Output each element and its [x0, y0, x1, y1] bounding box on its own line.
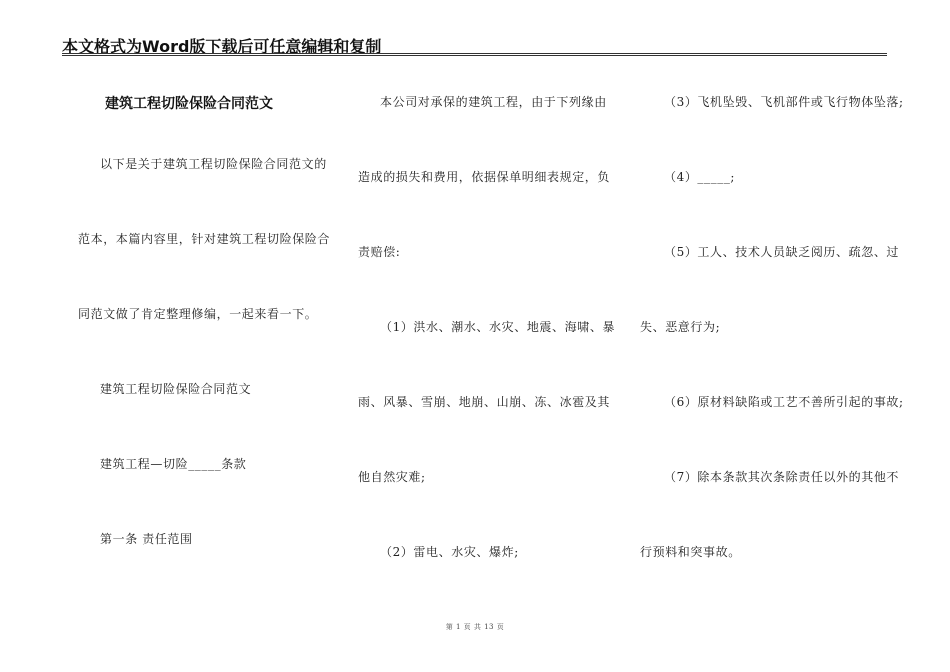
header-rule [62, 53, 887, 54]
list-item: （7）除本条款其次条除责任以外的其他不 [664, 470, 900, 484]
body-line: 以下是关于建筑工程切险保险合同范文的 [100, 157, 327, 171]
body-line: 造成的损失和费用，依据保单明细表规定，负 [358, 170, 611, 184]
body-line: 责赔偿: [358, 245, 401, 259]
body-line: 行预料和突事故。 [640, 545, 741, 559]
body-line: 同范文做了肯定整理修编，一起来看一下。 [78, 307, 318, 321]
list-item: （5）工人、技术人员缺乏阅历、疏忽、过 [664, 245, 900, 259]
list-item: （2）雷电、水灾、爆炸; [380, 545, 519, 559]
body-line: 本公司对承保的建筑工程，由于下列缘由 [380, 95, 607, 109]
body-line: 他自然灾难; [358, 470, 426, 484]
document-header-title: 本文格式为Word版下载后可任意编辑和复制 [62, 37, 382, 56]
list-item: （4）_____; [664, 170, 736, 184]
list-item: （1）洪水、潮水、水灾、地震、海啸、暴 [380, 320, 616, 334]
section-heading: 建筑工程—切险_____条款 [100, 457, 247, 471]
document-title: 建筑工程切险保险合同范文 [105, 96, 273, 112]
header-rule-thin [62, 55, 887, 56]
list-item: （6）原材料缺陷或工艺不善所引起的事故; [664, 395, 904, 409]
clause-heading: 第一条 责任范围 [100, 532, 193, 546]
list-item: （3）飞机坠毁、飞机部件或飞行物体坠落; [664, 95, 904, 109]
body-line: 雨、风暴、雪崩、地崩、山崩、冻、冰雹及其 [358, 395, 611, 409]
section-heading: 建筑工程切险保险合同范文 [100, 382, 252, 396]
page-number: 第 1 页 共 13 页 [445, 623, 505, 631]
body-line: 范本，本篇内容里，针对建筑工程切险保险合 [78, 232, 331, 246]
body-line: 失、恶意行为; [640, 320, 721, 334]
